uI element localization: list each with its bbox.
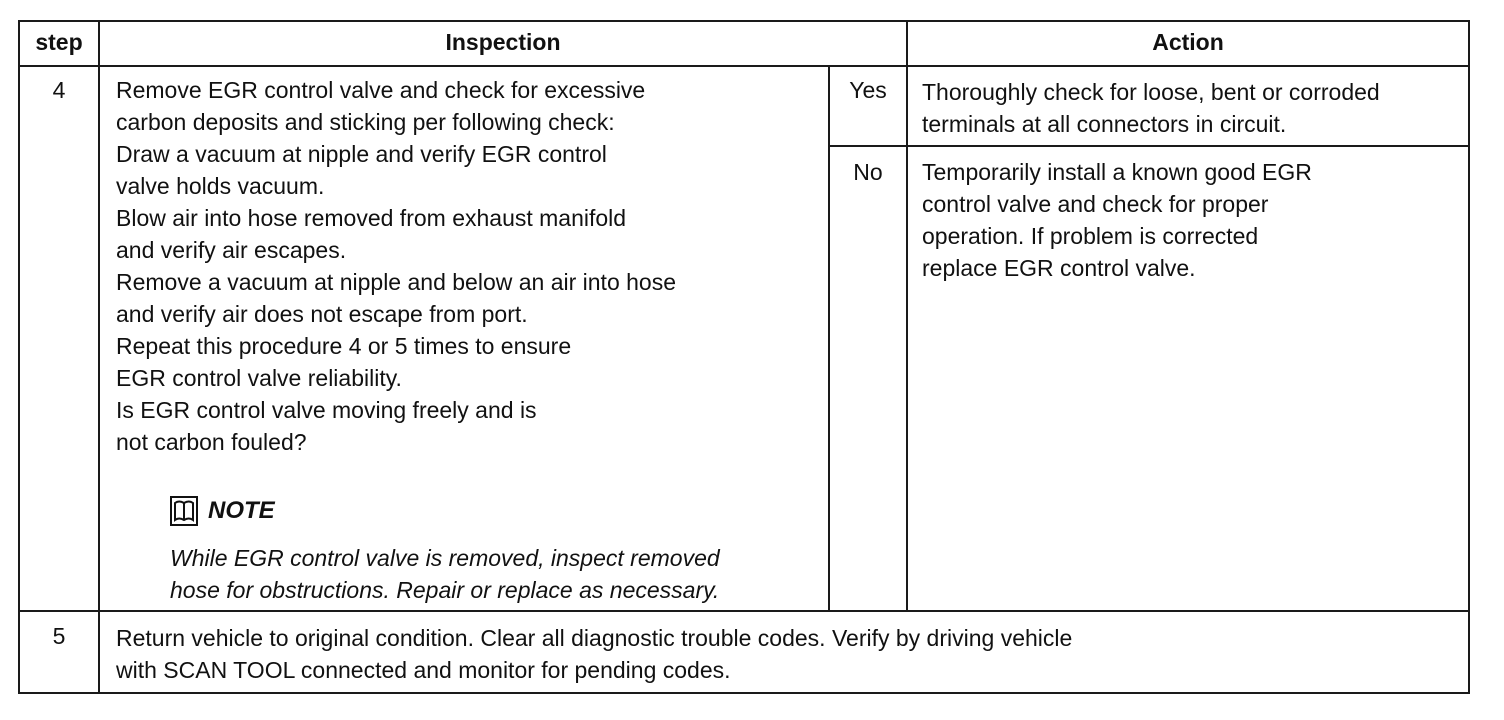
book-icon bbox=[170, 496, 198, 526]
action-line: control valve and check for proper bbox=[922, 191, 1269, 217]
action-line: replace EGR control valve. bbox=[922, 255, 1196, 281]
note-line: hose for obstructions. Repair or replace as necessary. bbox=[170, 577, 720, 603]
note-text bbox=[170, 542, 720, 606]
inspection-line: Repeat this procedure 4 or 5 times to ensure bbox=[116, 333, 572, 359]
inspection-line: Remove a vacuum at nipple and below an air into hose bbox=[116, 269, 677, 295]
inspection-line: Remove EGR control valve and check for excessive bbox=[116, 77, 646, 103]
step-column-divider bbox=[98, 20, 100, 694]
inspection-line: not carbon fouled? bbox=[116, 429, 307, 455]
action-line: operation. If problem is corrected bbox=[922, 223, 1259, 249]
action-line: terminals at all connectors in circuit. bbox=[922, 111, 1287, 137]
row-divider bbox=[18, 610, 1470, 612]
yes-action-text bbox=[922, 76, 1462, 140]
note-line: While EGR control valve is removed, inspect removed bbox=[170, 545, 720, 571]
inspection-line: Blow air into hose removed from exhaust manifold bbox=[116, 205, 627, 231]
note-heading bbox=[170, 496, 275, 526]
troubleshooting-table bbox=[18, 20, 1470, 694]
action-line: Temporarily install a known good EGR bbox=[922, 159, 1312, 185]
action-column-divider bbox=[906, 20, 908, 612]
inspection-line: with SCAN TOOL connected and monitor for pending codes. bbox=[116, 657, 731, 683]
inspection-line: and verify air escapes. bbox=[116, 237, 347, 263]
header-action: Action bbox=[1152, 29, 1224, 55]
inspection-line: valve holds vacuum. bbox=[116, 173, 325, 199]
yes-no-divider bbox=[828, 145, 1470, 147]
table-border-right bbox=[1468, 20, 1470, 694]
table-border-bottom bbox=[18, 692, 1470, 694]
inspection-line: carbon deposits and sticking per following check: bbox=[116, 109, 615, 135]
inspection-line: and verify air does not escape from port. bbox=[116, 301, 528, 327]
inspection-line: Draw a vacuum at nipple and verify EGR control bbox=[116, 141, 607, 167]
header-step: step bbox=[35, 29, 83, 55]
yesno-column-divider bbox=[828, 66, 830, 612]
inspection-text bbox=[116, 74, 816, 458]
header-inspection: Inspection bbox=[445, 29, 561, 55]
inspection-line: EGR control valve reliability. bbox=[116, 365, 402, 391]
step-number: 4 bbox=[52, 77, 66, 103]
inspection-line: Is EGR control valve moving freely and is bbox=[116, 397, 537, 423]
no-action-text bbox=[922, 156, 1462, 284]
table-border-left bbox=[18, 20, 20, 694]
yes-label: Yes bbox=[849, 77, 887, 103]
note-title: NOTE bbox=[208, 497, 275, 524]
inspection-text bbox=[116, 622, 1456, 686]
action-line: Thoroughly check for loose, bent or corroded bbox=[922, 79, 1380, 105]
no-label: No bbox=[853, 159, 883, 185]
inspection-line: Return vehicle to original condition. Clear all diagnostic trouble codes. Verify by driving vehicle bbox=[116, 625, 1073, 651]
step-number: 5 bbox=[52, 623, 66, 649]
header-divider bbox=[18, 65, 1470, 67]
